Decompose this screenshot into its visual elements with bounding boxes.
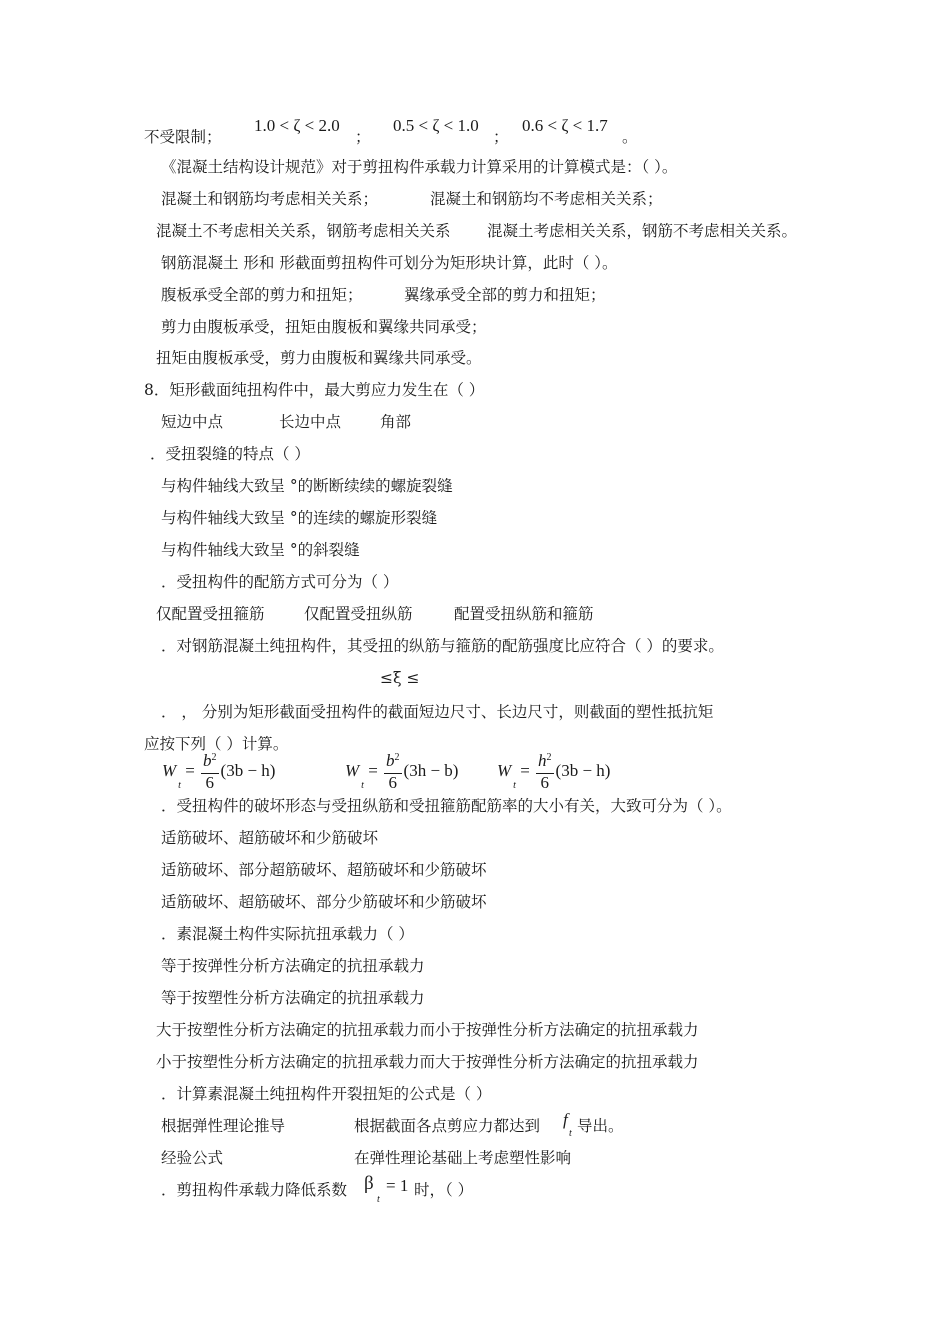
separator: 。 xyxy=(622,128,638,146)
question-reduction-coefficient: ．剪扭构件承载力降低系数 xyxy=(161,1181,348,1199)
formula-3: $W_t$ = $\frac{h^2}{6}$ (3b − h) xyxy=(497,751,611,792)
option: 等于按弹性分析方法确定的抗扭承载力 xyxy=(161,957,425,975)
question-plastic-moment: ． ， 分别为矩形截面受扭构件的截面短边尺寸、长边尺寸，则截面的塑性抵抗矩 xyxy=(161,703,714,721)
question-plain-concrete: ．素混凝土构件实际抗扭承载力（ ） xyxy=(161,925,414,943)
formula-1: $W_t$ = $\frac{b^2}{6}$ (3b − h) xyxy=(162,751,276,792)
inequality-3: 0.6 < ζ < 1.7 xyxy=(522,116,608,135)
question-cracking-torque: ．计算素混凝土纯扭构件开裂扭矩的公式是（ ） xyxy=(161,1085,492,1103)
beta-value: = 1 xyxy=(386,1176,409,1195)
question-reduction-suffix: 时，（ ） xyxy=(414,1181,474,1199)
question-crack: ．受扭裂缝的特点（ ） xyxy=(150,445,310,463)
beta-symbol: β xyxy=(364,1173,374,1194)
ft-subscript: t xyxy=(569,1128,572,1139)
question-t-section: 钢筋混凝土 形和 形截面剪扭构件可划分为矩形块计算，此时（ ）。 xyxy=(161,254,618,272)
option: 仅配置受扭箍筋 xyxy=(156,605,265,623)
option-unrestricted: 不受限制； xyxy=(144,128,222,146)
option: 根据截面各点剪应力都达到 xyxy=(354,1117,541,1135)
option: 仅配置受扭纵筋 xyxy=(304,605,413,623)
option: 腹板承受全部的剪力和扭矩； xyxy=(161,286,363,304)
option: 与构件轴线大致呈 °的断断续续的螺旋裂缝 xyxy=(161,477,453,495)
option: 配置受扭纵筋和箍筋 xyxy=(454,605,594,623)
option: 与构件轴线大致呈 °的连续的螺旋形裂缝 xyxy=(161,509,438,527)
option: 混凝土和钢筋均不考虑相关关系； xyxy=(430,190,663,208)
option: 小于按塑性分析方法确定的抗扭承载力而大于按弹性分析方法确定的抗扭承载力 xyxy=(156,1053,699,1071)
inequality-1: 1.0 < ζ < 2.0 xyxy=(254,116,340,135)
option: 混凝土考虑相关关系，钢筋不考虑相关关系。 xyxy=(487,222,798,240)
inequality-2: 0.5 < ζ < 1.0 xyxy=(393,116,479,135)
option: 等于按塑性分析方法确定的抗扭承载力 xyxy=(161,989,425,1007)
option: 在弹性理论基础上考虑塑性影响 xyxy=(354,1149,572,1167)
beta-subscript: t xyxy=(377,1194,380,1205)
option: 扭矩由腹板承受，剪力由腹板和翼缘共同承受。 xyxy=(156,349,482,367)
question-plastic-moment-cont: 应按下列（ ）计算。 xyxy=(144,735,289,753)
option: 经验公式 xyxy=(161,1149,224,1167)
question-calc-mode: 《混凝土结构设计规范》对于剪扭构件承载力计算采用的计算模式是：（ ）。 xyxy=(161,158,678,176)
question-strength-ratio: ．对钢筋混凝土纯扭构件，其受扭的纵筋与箍筋的配筋强度比应符合（ ）的要求。 xyxy=(161,637,724,655)
option: 长边中点 xyxy=(279,413,342,431)
option: 短边中点 xyxy=(161,413,224,431)
ft-symbol: f xyxy=(563,1110,568,1129)
zeta-range: ≤ξ ≤ xyxy=(380,669,420,687)
option: 大于按塑性分析方法确定的抗扭承载力而小于按弹性分析方法确定的抗扭承载力 xyxy=(156,1021,699,1039)
formula-2: $W_t$ = $\frac{b^2}{6}$ (3h − b) xyxy=(345,751,459,792)
option: 翼缘承受全部的剪力和扭矩； xyxy=(404,286,606,304)
question-failure-modes: ．受扭构件的破坏形态与受扭纵筋和受扭箍筋配筋率的大小有关，大致可分为（ ）。 xyxy=(161,797,732,815)
separator: ； xyxy=(355,128,371,146)
separator: ； xyxy=(493,128,509,146)
question-reinforcement: ．受扭构件的配筋方式可分为（ ） xyxy=(161,573,399,591)
question-8: 8．矩形截面纯扭构件中，最大剪应力发生在（ ） xyxy=(144,381,485,399)
option: 根据弹性理论推导 xyxy=(161,1117,286,1135)
option: 混凝土和钢筋均考虑相关关系； xyxy=(161,190,379,208)
option: 适筋破坏、部分超筋破坏、超筋破坏和少筋破坏 xyxy=(161,861,487,879)
option: 混凝土不考虑相关关系，钢筋考虑相关关系 xyxy=(156,222,451,240)
option: 角部 xyxy=(380,413,412,431)
option: 剪力由腹板承受，扭矩由腹板和翼缘共同承受； xyxy=(161,318,487,336)
option: 与构件轴线大致呈 °的斜裂缝 xyxy=(161,541,360,559)
option: 适筋破坏、超筋破坏、部分少筋破坏和少筋破坏 xyxy=(161,893,487,911)
option: 适筋破坏、超筋破坏和少筋破坏 xyxy=(161,829,379,847)
option-suffix: 导出。 xyxy=(577,1117,624,1135)
